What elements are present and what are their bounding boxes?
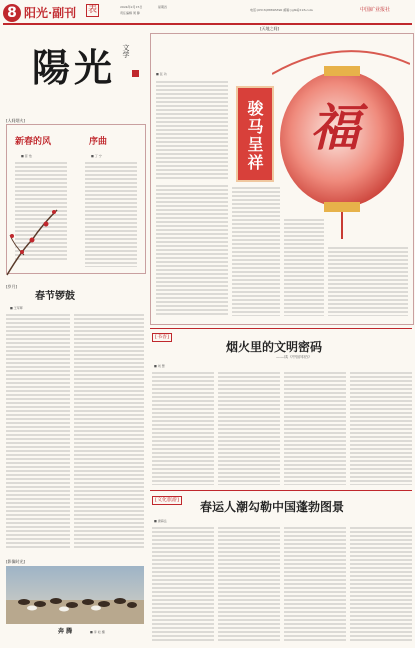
seal-mark — [132, 70, 139, 77]
date-line: 2024年2月15日 — [120, 5, 143, 9]
masthead-title: 陽光 — [32, 45, 117, 90]
poem2-title: 序曲 — [89, 137, 108, 147]
bottom-text-col2 — [218, 526, 280, 642]
essay-author: ■ 王军辉 — [10, 306, 23, 310]
bottom-label: [文化旅游] — [152, 496, 182, 505]
left-section-label: [人间烟火] — [6, 118, 26, 123]
section-title: 阳光·副刊 — [24, 6, 77, 20]
bottom-text-col3 — [284, 526, 346, 642]
bottom-title: 春运人潮勾勒中国蓬勃图景 — [200, 500, 345, 514]
bottom-rule — [150, 490, 412, 491]
middle-title: 烟火里的文明密码 — [226, 340, 323, 354]
photo-caption: 奔 腾 — [58, 628, 73, 635]
middle-text-col1 — [152, 371, 214, 485]
feature-author: ■ 张 功 — [156, 72, 167, 76]
horses-photo — [6, 566, 144, 624]
bottom-author: ■ 唐海岳 — [154, 519, 167, 523]
section-stamp: 表 — [88, 5, 98, 15]
essay-text-col1 — [6, 313, 70, 549]
middle-rule — [150, 328, 412, 329]
contact-line: 电话:(0516)88893390 邮箱:ygfk@126.com — [250, 8, 313, 12]
essay-title: 春节锣鼓 — [35, 291, 75, 302]
weekday: 星期四 — [158, 5, 168, 9]
feature-text-a — [156, 80, 228, 180]
middle-author: ■ 刘 慧 — [154, 364, 165, 368]
feature-text-e — [328, 246, 408, 316]
middle-subtitle: ——读《中国年俗》 — [276, 355, 312, 359]
page-number-badge: 8 — [3, 4, 21, 22]
editor-line: 责任编辑 周 静 — [120, 11, 140, 15]
feature-label: [天地之间] — [260, 26, 280, 31]
photo-credit: ■ 李 松 摄 — [90, 630, 105, 634]
poem1-author: ■ 晋 怡 — [21, 154, 32, 158]
header-rule — [3, 23, 412, 25]
essay-text-col2 — [74, 313, 144, 549]
feature-title-plaque — [236, 86, 274, 182]
middle-label: [书香] — [152, 333, 172, 342]
bottom-text-col1 — [152, 526, 214, 642]
middle-text-col2 — [218, 371, 280, 485]
middle-text-col4 — [350, 371, 412, 485]
fu-character: 福 — [310, 98, 360, 157]
bottom-text-col4 — [350, 526, 412, 642]
photo-label: [影像时光] — [6, 559, 26, 564]
poem2-text — [85, 161, 137, 267]
poem1-title: 新春的风 — [15, 137, 52, 147]
feature-text-b — [156, 184, 228, 316]
masthead-stamp: 文学 — [122, 44, 130, 58]
plum-blossom-illustration — [2, 200, 62, 280]
poem2-author: ■ 丁 宁 — [91, 154, 102, 158]
feature-title: 骏马呈祥 — [245, 100, 264, 172]
left-section2-label: [岁月] — [6, 284, 18, 289]
newspaper-name: 中国矿业报社 — [360, 7, 391, 13]
masthead — [6, 30, 144, 108]
middle-text-col3 — [284, 371, 346, 485]
